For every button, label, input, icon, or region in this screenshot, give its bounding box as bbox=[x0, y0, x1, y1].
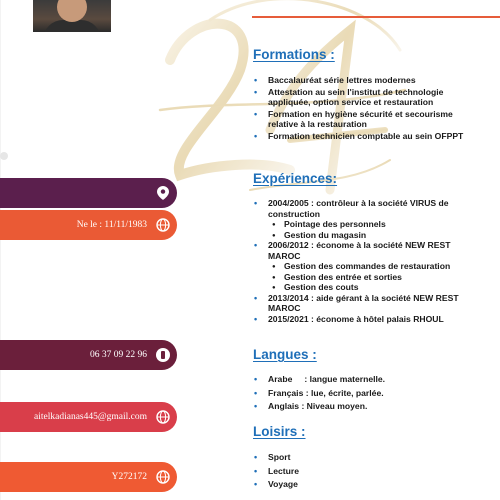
language-level: : langue maternelle. bbox=[304, 374, 386, 384]
list-item: ● Gestion des couts bbox=[268, 282, 472, 293]
langues-list bbox=[254, 374, 474, 412]
formations-list bbox=[254, 75, 474, 142]
list-item: • Lecture bbox=[254, 466, 454, 477]
formations-title: Formations : bbox=[253, 47, 335, 62]
phone-bar bbox=[0, 340, 177, 370]
decorative-dot bbox=[0, 152, 8, 160]
id-text: Y272172 bbox=[111, 472, 147, 482]
phone-text: 06 37 09 22 96 bbox=[90, 350, 147, 360]
experiences-list bbox=[254, 198, 472, 324]
experience-item bbox=[254, 314, 472, 325]
list-item bbox=[254, 374, 474, 385]
email-bar bbox=[0, 402, 177, 432]
experience-item bbox=[254, 293, 472, 314]
header-rule bbox=[252, 16, 500, 18]
language-name: Arabe bbox=[268, 374, 293, 384]
phone-icon bbox=[154, 346, 172, 364]
globe-icon bbox=[154, 408, 172, 426]
list-item: ● Gestion du magasin bbox=[268, 230, 472, 241]
address-bar bbox=[0, 178, 177, 208]
list-item bbox=[254, 401, 474, 412]
id-bar bbox=[0, 462, 177, 492]
list-item: • Sport bbox=[254, 452, 454, 463]
list-item: ● Gestion des commandes de restauration bbox=[268, 261, 472, 272]
language-name: Anglais bbox=[268, 401, 300, 411]
globe-icon bbox=[154, 468, 172, 486]
globe-icon bbox=[154, 216, 172, 234]
birth-date-bar bbox=[0, 210, 177, 240]
list-item: • Formation en hygiène sécurité et secourisme relative à la restauration bbox=[254, 109, 474, 130]
loisirs-list bbox=[254, 452, 454, 490]
email-text: aitelkadianas445@gmail.com bbox=[34, 412, 147, 422]
experience-item bbox=[254, 240, 472, 293]
list-item: ● Pointage des personnels bbox=[268, 219, 472, 230]
list-item: • Attestation au sein l'institut de technologie appliquée, option service et restauration bbox=[254, 87, 474, 108]
experience-label: 2015/2021 : économe à hôtel palais RHOUL bbox=[268, 313, 444, 324]
location-pin-icon bbox=[154, 184, 172, 202]
language-name: Français bbox=[268, 387, 304, 398]
experience-item bbox=[254, 198, 472, 240]
list-item: ● Gestion des entrée et sorties bbox=[268, 272, 472, 283]
list-item bbox=[254, 388, 474, 399]
experience-label: 2004/2005 : contrôleur à la société VIRUS de construction bbox=[268, 198, 449, 219]
language-level: : Niveau moyen. bbox=[301, 401, 368, 411]
langues-title: Langues : bbox=[253, 347, 317, 362]
list-item: • Voyage bbox=[254, 479, 454, 490]
experience-label: 2006/2012 : économe à la société NEW REST MAROC bbox=[268, 240, 451, 261]
list-item: • Formation technicien comptable au sein OFPPT bbox=[254, 131, 474, 142]
experiences-title: Expériences: bbox=[253, 171, 338, 186]
profile-photo bbox=[33, 0, 111, 32]
experience-label: 2013/2014 : aide gérant à la société NEW REST MAROC bbox=[268, 292, 459, 313]
loisirs-title: Loisirs : bbox=[253, 424, 306, 439]
language-level: : lue, écrite, parlée. bbox=[305, 387, 384, 398]
birth-date-text: Ne le : 11/11/1983 bbox=[76, 220, 147, 230]
list-item: • Baccalauréat série lettres modernes bbox=[254, 75, 474, 86]
